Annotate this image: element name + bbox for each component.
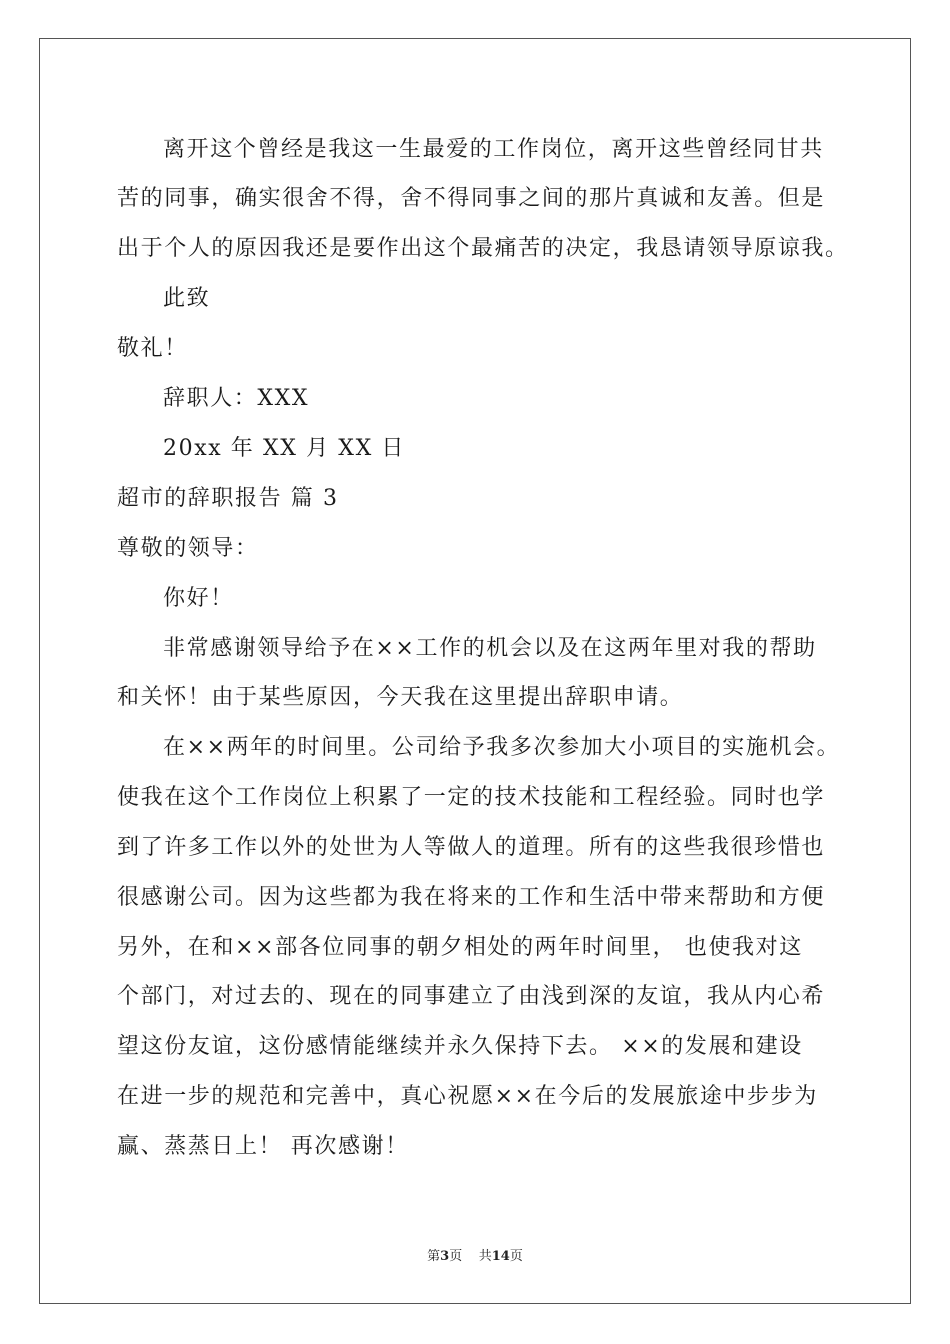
paragraph-line: 苦的同事，确实很舍不得，舍不得同事之间的那片真诚和友善。但是	[117, 186, 826, 211]
paragraph-line: 到了许多工作以外的处世为人等做人的道理。所有的这些我很珍惜也	[117, 835, 826, 860]
closing-salutation: 此致	[163, 286, 211, 311]
page-suffix: 页	[509, 1249, 523, 1264]
paragraph-line: 非常感谢领导给予在××工作的机会以及在这两年里对我的帮助	[163, 636, 817, 661]
paragraph-line: 赢、蒸蒸日上！ 再次感谢！	[117, 1134, 409, 1159]
paragraph-line: 个部门，对过去的、现在的同事建立了由浅到深的友谊，我从内心希	[117, 984, 826, 1009]
paragraph-line: 离开这个曾经是我这一生最爱的工作岗位，离开这些曾经同甘共	[163, 137, 824, 162]
signature-date: 20xx 年 XX 月 XX 日	[163, 436, 406, 461]
closing-regards: 敬礼！	[117, 336, 188, 361]
paragraph-line: 在××两年的时间里。公司给予我多次参加大小项目的实施机会。	[163, 735, 841, 760]
paragraph-line: 另外，在和××部各位同事的朝夕相处的两年时间里， 也使我对这	[117, 935, 803, 960]
page-total: 14	[491, 1249, 510, 1264]
page-border	[39, 38, 911, 1304]
paragraph-line: 和关怀！由于某些原因，今天我在这里提出辞职申请。	[117, 685, 684, 710]
greeting: 你好！	[163, 586, 234, 611]
paragraph-line: 很感谢公司。因为这些都为我在将来的工作和生活中带来帮助和方便	[117, 885, 826, 910]
page-current: 3	[440, 1249, 450, 1264]
paragraph-line: 望这份友谊，这份感情能继续并永久保持下去。 ××的发展和建设	[117, 1034, 803, 1059]
page-mid: 页 共	[449, 1249, 492, 1264]
section-heading: 超市的辞职报告 篇 3	[117, 486, 339, 511]
signature-name: 辞职人：XXX	[163, 386, 310, 411]
greeting-address: 尊敬的领导：	[117, 536, 259, 561]
page-footer	[0, 1248, 950, 1266]
paragraph-line: 出于个人的原因我还是要作出这个最痛苦的决定，我恳请领导原谅我。	[117, 236, 849, 261]
paragraph-line: 在进一步的规范和完善中，真心祝愿××在今后的发展旅途中步步为	[117, 1084, 818, 1109]
paragraph-line: 使我在这个工作岗位上积累了一定的技术技能和工程经验。同时也学	[117, 785, 826, 810]
page-prefix: 第	[427, 1249, 441, 1264]
